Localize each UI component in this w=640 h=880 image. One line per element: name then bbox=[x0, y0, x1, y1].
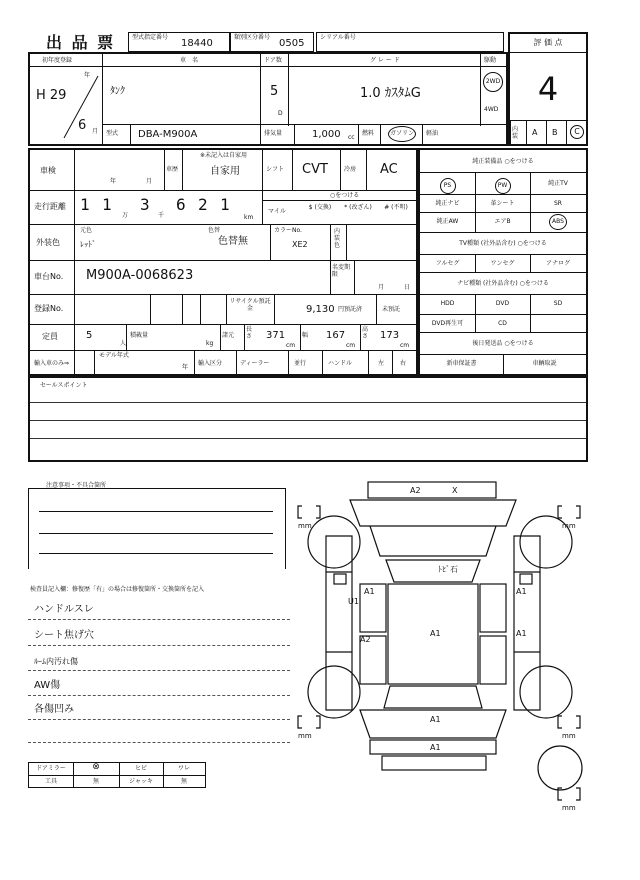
month-unit: 月 bbox=[92, 128, 99, 135]
displacement-unit: cc bbox=[348, 134, 355, 141]
tools-table bbox=[28, 762, 206, 788]
jack-value: 無 bbox=[180, 778, 187, 785]
model-designation-label: 型式指定番号 bbox=[132, 34, 169, 41]
navi-label: ナビ種類 (社外品含む) ○をつける bbox=[457, 280, 549, 287]
mm-spare: mm bbox=[562, 804, 576, 812]
history-note: ※未記入は自家用 bbox=[200, 152, 248, 159]
first-reg-month: 6 bbox=[78, 118, 87, 133]
history-value: 自家用 bbox=[210, 166, 240, 177]
mm-front-right: mm bbox=[562, 522, 576, 530]
mileage-d6: 1 bbox=[220, 195, 230, 214]
sen-unit: 千 bbox=[158, 212, 165, 219]
form-title: 出 品 票 bbox=[46, 33, 116, 52]
mileage-d1: 1 bbox=[80, 195, 90, 214]
shaken-year: 年 bbox=[110, 178, 117, 185]
mirror-mark-icon: ⊗ bbox=[92, 762, 100, 772]
displacement-value: 1,000 bbox=[312, 129, 341, 140]
equip-aw: 純正AW bbox=[436, 218, 459, 225]
color-label: 外装色 bbox=[36, 238, 60, 247]
first-reg-label: 初年度登録 bbox=[42, 57, 73, 64]
doors-value: 5 bbox=[270, 84, 279, 99]
navi-dvdplay: DVD再生可 bbox=[431, 320, 464, 327]
drive-2wd: 2WD bbox=[483, 72, 503, 92]
ac-label: 冷房 bbox=[344, 166, 357, 173]
length-value: 371 bbox=[266, 330, 286, 341]
ship-warranty: 新車保証書 bbox=[446, 360, 477, 367]
mark-front-x: X bbox=[452, 486, 458, 495]
model-value: DBA-M900A bbox=[138, 129, 198, 140]
mirror-label: ドアミラー bbox=[36, 765, 66, 772]
model-label: 型式 bbox=[106, 130, 119, 137]
mark-rear-bumper: A1 bbox=[430, 743, 441, 752]
remark-4: AW傷 bbox=[34, 680, 61, 691]
equip-pw: PW bbox=[495, 178, 511, 194]
crack-label: ワレ bbox=[177, 765, 190, 772]
mark-left-rear-door: A2 bbox=[360, 635, 371, 644]
shift-value: CVT bbox=[302, 162, 328, 177]
load-label: 積載量 bbox=[130, 332, 149, 339]
mileage-d2: 1 bbox=[102, 195, 112, 214]
equip-navi: 純正ナビ bbox=[435, 200, 460, 207]
height-value: 173 bbox=[380, 330, 400, 341]
jack-label: ジャッキ bbox=[129, 778, 153, 785]
equip-ps: PS bbox=[440, 178, 456, 194]
mark-right-front-door: A1 bbox=[516, 587, 527, 596]
mark-label: ○をつける bbox=[330, 192, 360, 199]
doors-label: ドア数 bbox=[264, 57, 282, 64]
category-box bbox=[230, 32, 314, 52]
navi-dvd: DVD bbox=[495, 300, 510, 307]
height-label: 高さ bbox=[362, 326, 369, 340]
mark-rear: A1 bbox=[430, 715, 441, 724]
doors-suffix: D bbox=[278, 110, 283, 117]
mark-left-pillar: U1 bbox=[348, 597, 359, 606]
equip-tv: 純正TV bbox=[548, 180, 568, 187]
handle-left: 左 bbox=[378, 360, 385, 367]
km-unit: km bbox=[244, 214, 254, 221]
width-unit: cm bbox=[346, 342, 356, 349]
color-no-label: カラーNo. bbox=[274, 227, 302, 234]
width-value: 167 bbox=[326, 330, 346, 341]
ship-label: 後日発送品 ○をつける bbox=[472, 340, 534, 347]
fuel-label: 燃料 bbox=[362, 130, 375, 137]
serial-box bbox=[316, 32, 504, 52]
equip-sr: SR bbox=[554, 200, 562, 207]
color-no-value: XE2 bbox=[292, 240, 308, 249]
mm-rear-right: mm bbox=[562, 732, 576, 740]
unknown-label: # (不明) bbox=[384, 204, 408, 211]
import-type-label: 輸入区分 bbox=[198, 360, 223, 367]
mileage-d4: 6 bbox=[176, 195, 186, 214]
sales-points-box bbox=[28, 376, 588, 462]
inspector-label: 検査員記入欄：修復歴「有」の場合は修復箇所・交換箇所を記入 bbox=[30, 586, 205, 593]
tamper-label: * (改ざん) bbox=[344, 204, 372, 211]
rating-label: 評 価 点 bbox=[533, 38, 563, 47]
mileage-d5: 2 bbox=[198, 195, 208, 214]
height-unit: cm bbox=[400, 342, 410, 349]
oil-label: 軽油 bbox=[426, 130, 439, 137]
basic-info-table bbox=[28, 52, 508, 146]
handle-label: ハンドル bbox=[328, 360, 353, 367]
scratch-label: ヒビ bbox=[134, 765, 147, 772]
caution-box bbox=[28, 488, 286, 569]
import-parallel: 並行 bbox=[294, 360, 307, 367]
model-year-unit: 年 bbox=[182, 364, 189, 371]
grade-value: 1.0 ｶｽﾀﾑG bbox=[360, 86, 421, 101]
ship-manual: 車輌取説 bbox=[532, 360, 557, 367]
tool-label: 工具 bbox=[44, 778, 57, 785]
model-designation-value: 18440 bbox=[181, 38, 213, 49]
color-change-label: 色替 bbox=[208, 227, 221, 234]
car-name-value: ﾀﾝｸ bbox=[110, 86, 125, 97]
width-label: 幅 bbox=[302, 332, 309, 339]
interior-b: B bbox=[552, 128, 558, 137]
recycle-status: 円預託済 bbox=[338, 306, 363, 313]
recycle-value: 9,130 bbox=[306, 304, 335, 315]
shaken-label: 車検 bbox=[40, 166, 56, 175]
capacity-unit: 人 bbox=[120, 340, 127, 347]
name-change-month: 月 bbox=[378, 284, 385, 291]
name-change-label: 名変期限 bbox=[332, 264, 351, 278]
man-unit: 万 bbox=[122, 212, 129, 219]
equipment-table bbox=[418, 148, 588, 376]
import-dealer: ディーラー bbox=[240, 360, 270, 367]
mileage-label: 走行距離 bbox=[34, 202, 66, 211]
genuine-label: 純正装備品 ○をつける bbox=[472, 158, 534, 165]
remark-5: 各傷凹み bbox=[34, 704, 74, 715]
shaken-month: 月 bbox=[146, 178, 153, 185]
dim-label: 諸元 bbox=[222, 332, 235, 339]
name-change-day: 日 bbox=[404, 284, 411, 291]
equip-abs: ABS bbox=[549, 214, 567, 230]
mark-right-rear-door: A1 bbox=[516, 629, 527, 638]
capacity-label: 定員 bbox=[42, 332, 58, 341]
drive-4wd: 4WD bbox=[484, 106, 499, 113]
tv-full: フルセグ bbox=[435, 260, 460, 267]
rating-box bbox=[508, 32, 588, 146]
rating-value: 4 bbox=[537, 70, 559, 108]
remark-2: シート焦げ穴 bbox=[34, 630, 94, 641]
category-value: 0505 bbox=[279, 38, 305, 49]
tool-value: 無 bbox=[92, 778, 99, 785]
year-unit: 年 bbox=[84, 72, 91, 79]
grade-label: グ レ ー ド bbox=[370, 57, 400, 64]
car-damage-diagram bbox=[290, 476, 596, 816]
car-name-label: 車 名 bbox=[180, 57, 199, 64]
load-unit: kg bbox=[206, 340, 214, 347]
ac-value: AC bbox=[380, 162, 398, 177]
serial-label: シリアル番号 bbox=[320, 34, 356, 41]
length-unit: cm bbox=[286, 342, 296, 349]
reg-no-label: 登録No. bbox=[34, 304, 64, 313]
equip-airbag: エアB bbox=[494, 218, 511, 225]
remark-1: ハンドルスレ bbox=[34, 604, 94, 615]
history-label: 車歴 bbox=[166, 166, 179, 173]
remark-3: ﾙｰﾑ内汚れ傷 bbox=[34, 657, 78, 666]
displacement-label: 排気量 bbox=[264, 130, 283, 137]
shift-label: シフト bbox=[266, 166, 285, 173]
tv-one: ワンセグ bbox=[490, 260, 515, 267]
handle-right: 右 bbox=[400, 360, 407, 367]
chassis-label: 車台No. bbox=[34, 272, 64, 281]
length-label: 長さ bbox=[246, 326, 253, 340]
interior-c: C bbox=[570, 125, 584, 139]
import-label: 輸入車のみ⇒ bbox=[34, 360, 70, 367]
navi-cd: CD bbox=[498, 320, 507, 327]
sales-points-label: セールスポイント bbox=[40, 382, 88, 389]
equip-leather: 革シート bbox=[490, 200, 515, 207]
mark-front-bumper: A2 bbox=[410, 486, 421, 495]
mile-label: マイル bbox=[268, 208, 286, 215]
drive-label: 駆動 bbox=[484, 57, 497, 64]
details-table bbox=[28, 148, 418, 376]
interior-color-label: 内装色 bbox=[334, 228, 341, 249]
navi-hdd: HDD bbox=[440, 300, 455, 307]
model-year-label: モデル年式 bbox=[99, 352, 129, 359]
tv-analog: アナログ bbox=[545, 260, 570, 267]
color-change-value: 色替無 bbox=[218, 236, 248, 247]
capacity-value: 5 bbox=[86, 330, 93, 341]
fuel-value: ガソリン bbox=[388, 126, 416, 142]
recycle-unpaid: 未預託 bbox=[382, 306, 401, 313]
navi-sd: SD bbox=[553, 300, 563, 307]
chassis-value: M900A-0068623 bbox=[86, 268, 194, 283]
recycle-label: リサイクル預託金 bbox=[229, 298, 271, 312]
tv-label: TV種類 (社外品含む) ○をつける bbox=[459, 240, 547, 247]
orig-color-label: 元色 bbox=[80, 227, 93, 234]
mm-front-left: mm bbox=[298, 522, 312, 530]
model-designation-box bbox=[128, 32, 230, 52]
mileage-d3: 3 bbox=[140, 195, 150, 214]
mark-left-front-door: A1 bbox=[364, 587, 375, 596]
mark-windshield: ﾄﾋﾞ石 bbox=[438, 565, 458, 574]
interior-a: A bbox=[532, 128, 538, 137]
caution-label: 注意事項・不具合箇所 bbox=[46, 482, 107, 489]
orig-color-value: ﾚｯﾄﾞ bbox=[80, 240, 96, 249]
category-label: 類別区分番号 bbox=[234, 34, 271, 41]
mark-roof: A1 bbox=[430, 629, 441, 638]
exchange-label: $ (交換) bbox=[308, 204, 332, 211]
mm-rear-left: mm bbox=[298, 732, 312, 740]
interior-label: 内装 bbox=[512, 126, 519, 140]
first-reg-era: H 29 bbox=[36, 88, 67, 103]
